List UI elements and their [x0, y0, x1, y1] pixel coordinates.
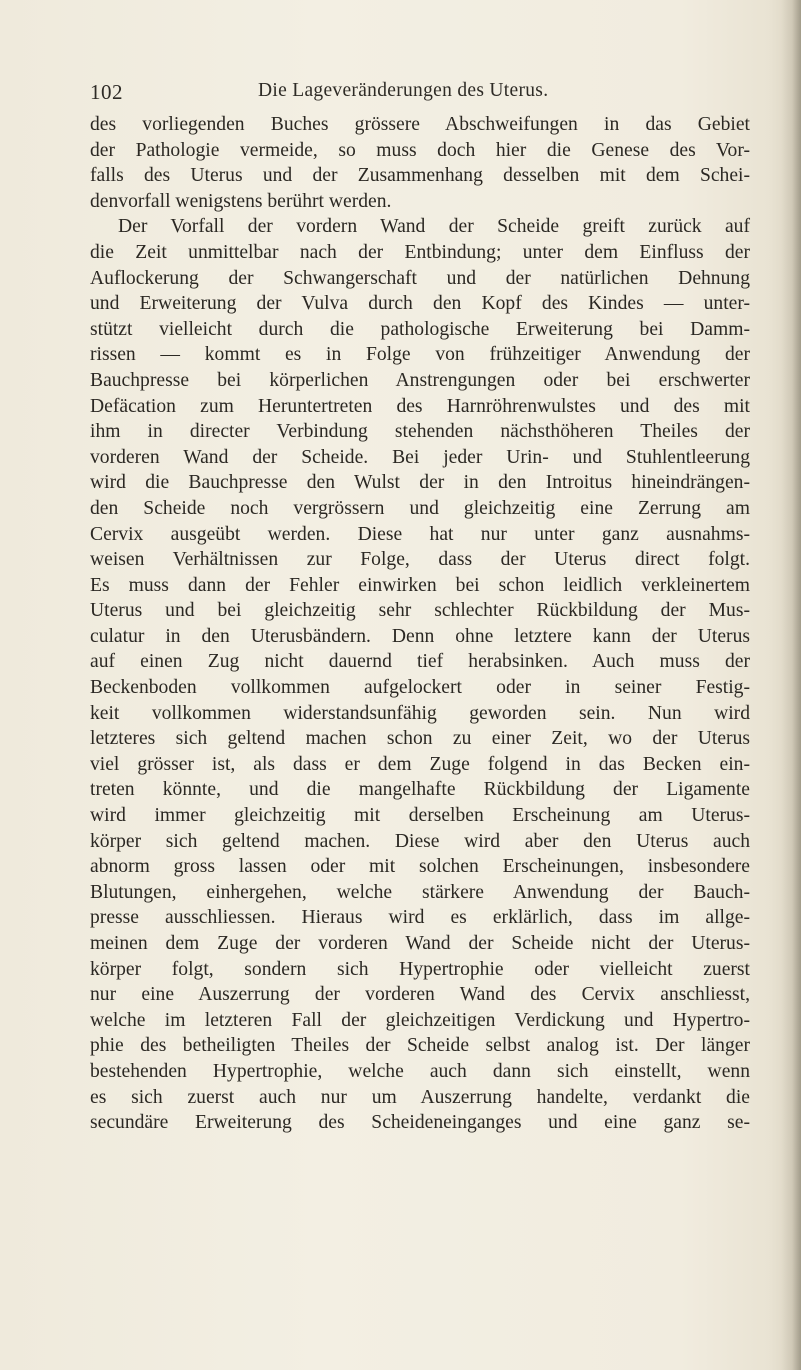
text-line: letzteres sich geltend machen schon zu einer Zeit, wo der Uterus	[90, 728, 750, 750]
text-line: Der Vorfall der vordern Wand der Scheide greift zurück auf	[118, 216, 750, 238]
text-line: presse ausschliessen. Hieraus wird es erklärlich, dass im allge-	[90, 907, 750, 929]
text-line: weisen Verhältnissen zur Folge, dass der Uterus direct folgt.	[90, 549, 750, 571]
text-line: und Erweiterung der Vulva durch den Kopf des Kindes — unter-	[90, 293, 750, 315]
text-line: welche im letzteren Fall der gleichzeitigen Verdickung und Hypertro-	[90, 1009, 750, 1031]
text-line: wird die Bauchpresse den Wulst der in den Introitus hineindrängen-	[90, 472, 750, 494]
text-line: körper folgt, sondern sich Hypertrophie oder vielleicht zuerst	[90, 958, 750, 980]
text-line: Beckenboden vollkommen aufgelockert oder in seiner Festig-	[90, 677, 750, 699]
body-text	[90, 112, 750, 1136]
text-line: stützt vielleicht durch die pathologische Erweiterung bei Damm-	[90, 318, 750, 340]
text-line: wird immer gleichzeitig mit derselben Erscheinung am Uterus-	[90, 805, 750, 827]
text-line: Bauchpresse bei körperlichen Anstrengungen oder bei erschwerter	[90, 369, 750, 391]
text-line: falls des Uterus und der Zusammenhang desselben mit dem Schei-	[90, 165, 750, 187]
text-line: keit vollkommen widerstandsunfähig geworden sein. Nun wird	[90, 702, 750, 724]
text-line: secundäre Erweiterung des Scheideneinganges und eine ganz se-	[90, 1112, 750, 1134]
text-line: auf einen Zug nicht dauernd tief herabsinken. Auch muss der	[90, 651, 750, 673]
text-line: meinen dem Zuge der vorderen Wand der Scheide nicht der Uterus-	[90, 933, 750, 954]
text-line: Auflockerung der Schwangerschaft und der natürlichen Dehnung	[90, 267, 750, 289]
text-line: rissen — kommt es in Folge von frühzeitiger Anwendung der	[90, 344, 750, 366]
text-line: culatur in den Uterusbändern. Denn ohne letztere kann der Uterus	[90, 625, 750, 647]
text-line: es sich zuerst auch nur um Auszerrung handelte, verdankt die	[90, 1086, 750, 1108]
text-line: vorderen Wand der Scheide. Bei jeder Urin- und Stuhlentleerung	[90, 446, 750, 468]
text-line: die Zeit unmittelbar nach der Entbindung; unter dem Einfluss der	[90, 241, 750, 263]
text-line: bestehenden Hypertrophie, welche auch dann sich einstellt, wenn	[90, 1060, 750, 1082]
text-line: Es muss dann der Fehler einwirken bei schon leidlich verkleinertem	[90, 574, 750, 596]
text-line: Uterus und bei gleichzeitig sehr schlechter Rückbildung der Mus-	[90, 600, 750, 622]
text-line: viel grösser ist, als dass er dem Zuge folgend in das Becken ein-	[90, 753, 750, 775]
text-line: des vorliegenden Buches grössere Abschweifungen in das Gebiet	[90, 114, 750, 135]
text-line: treten könnte, und die mangelhafte Rückbildung der Ligamente	[90, 779, 750, 801]
text-line: nur eine Auszerrung der vorderen Wand des Cervix anschliesst,	[90, 984, 750, 1006]
text-line: abnorm gross lassen oder mit solchen Erscheinungen, insbesondere	[90, 856, 750, 878]
text-line: der Pathologie vermeide, so muss doch hier die Genese des Vor-	[90, 139, 750, 161]
text-line: phie des betheiligten Theiles der Scheide selbst analog ist. Der länger	[90, 1035, 750, 1057]
page-edge-shadow	[781, 0, 801, 1370]
text-line: Cervix ausgeübt werden. Diese hat nur unter ganz ausnahms-	[90, 523, 750, 545]
text-line: Blutungen, einhergehen, welche stärkere Anwendung der Bauch-	[90, 881, 750, 903]
text-line: Defäcation zum Heruntertreten des Harnröhrenwulstes und des mit	[90, 395, 750, 417]
running-head-title: Die Lageveränderungen des Uterus.	[258, 80, 549, 101]
text-line: den Scheide noch vergrössern und gleichzeitig eine Zerrung am	[90, 497, 750, 519]
page-number: 102	[90, 80, 123, 104]
text-line: denvorfall wenigstens berührt werden.	[90, 190, 392, 212]
text-line: körper sich geltend machen. Diese wird aber den Uterus auch	[90, 830, 750, 852]
text-line: ihm in directer Verbindung stehenden nächsthöheren Theiles der	[90, 421, 750, 443]
running-head	[90, 80, 750, 110]
